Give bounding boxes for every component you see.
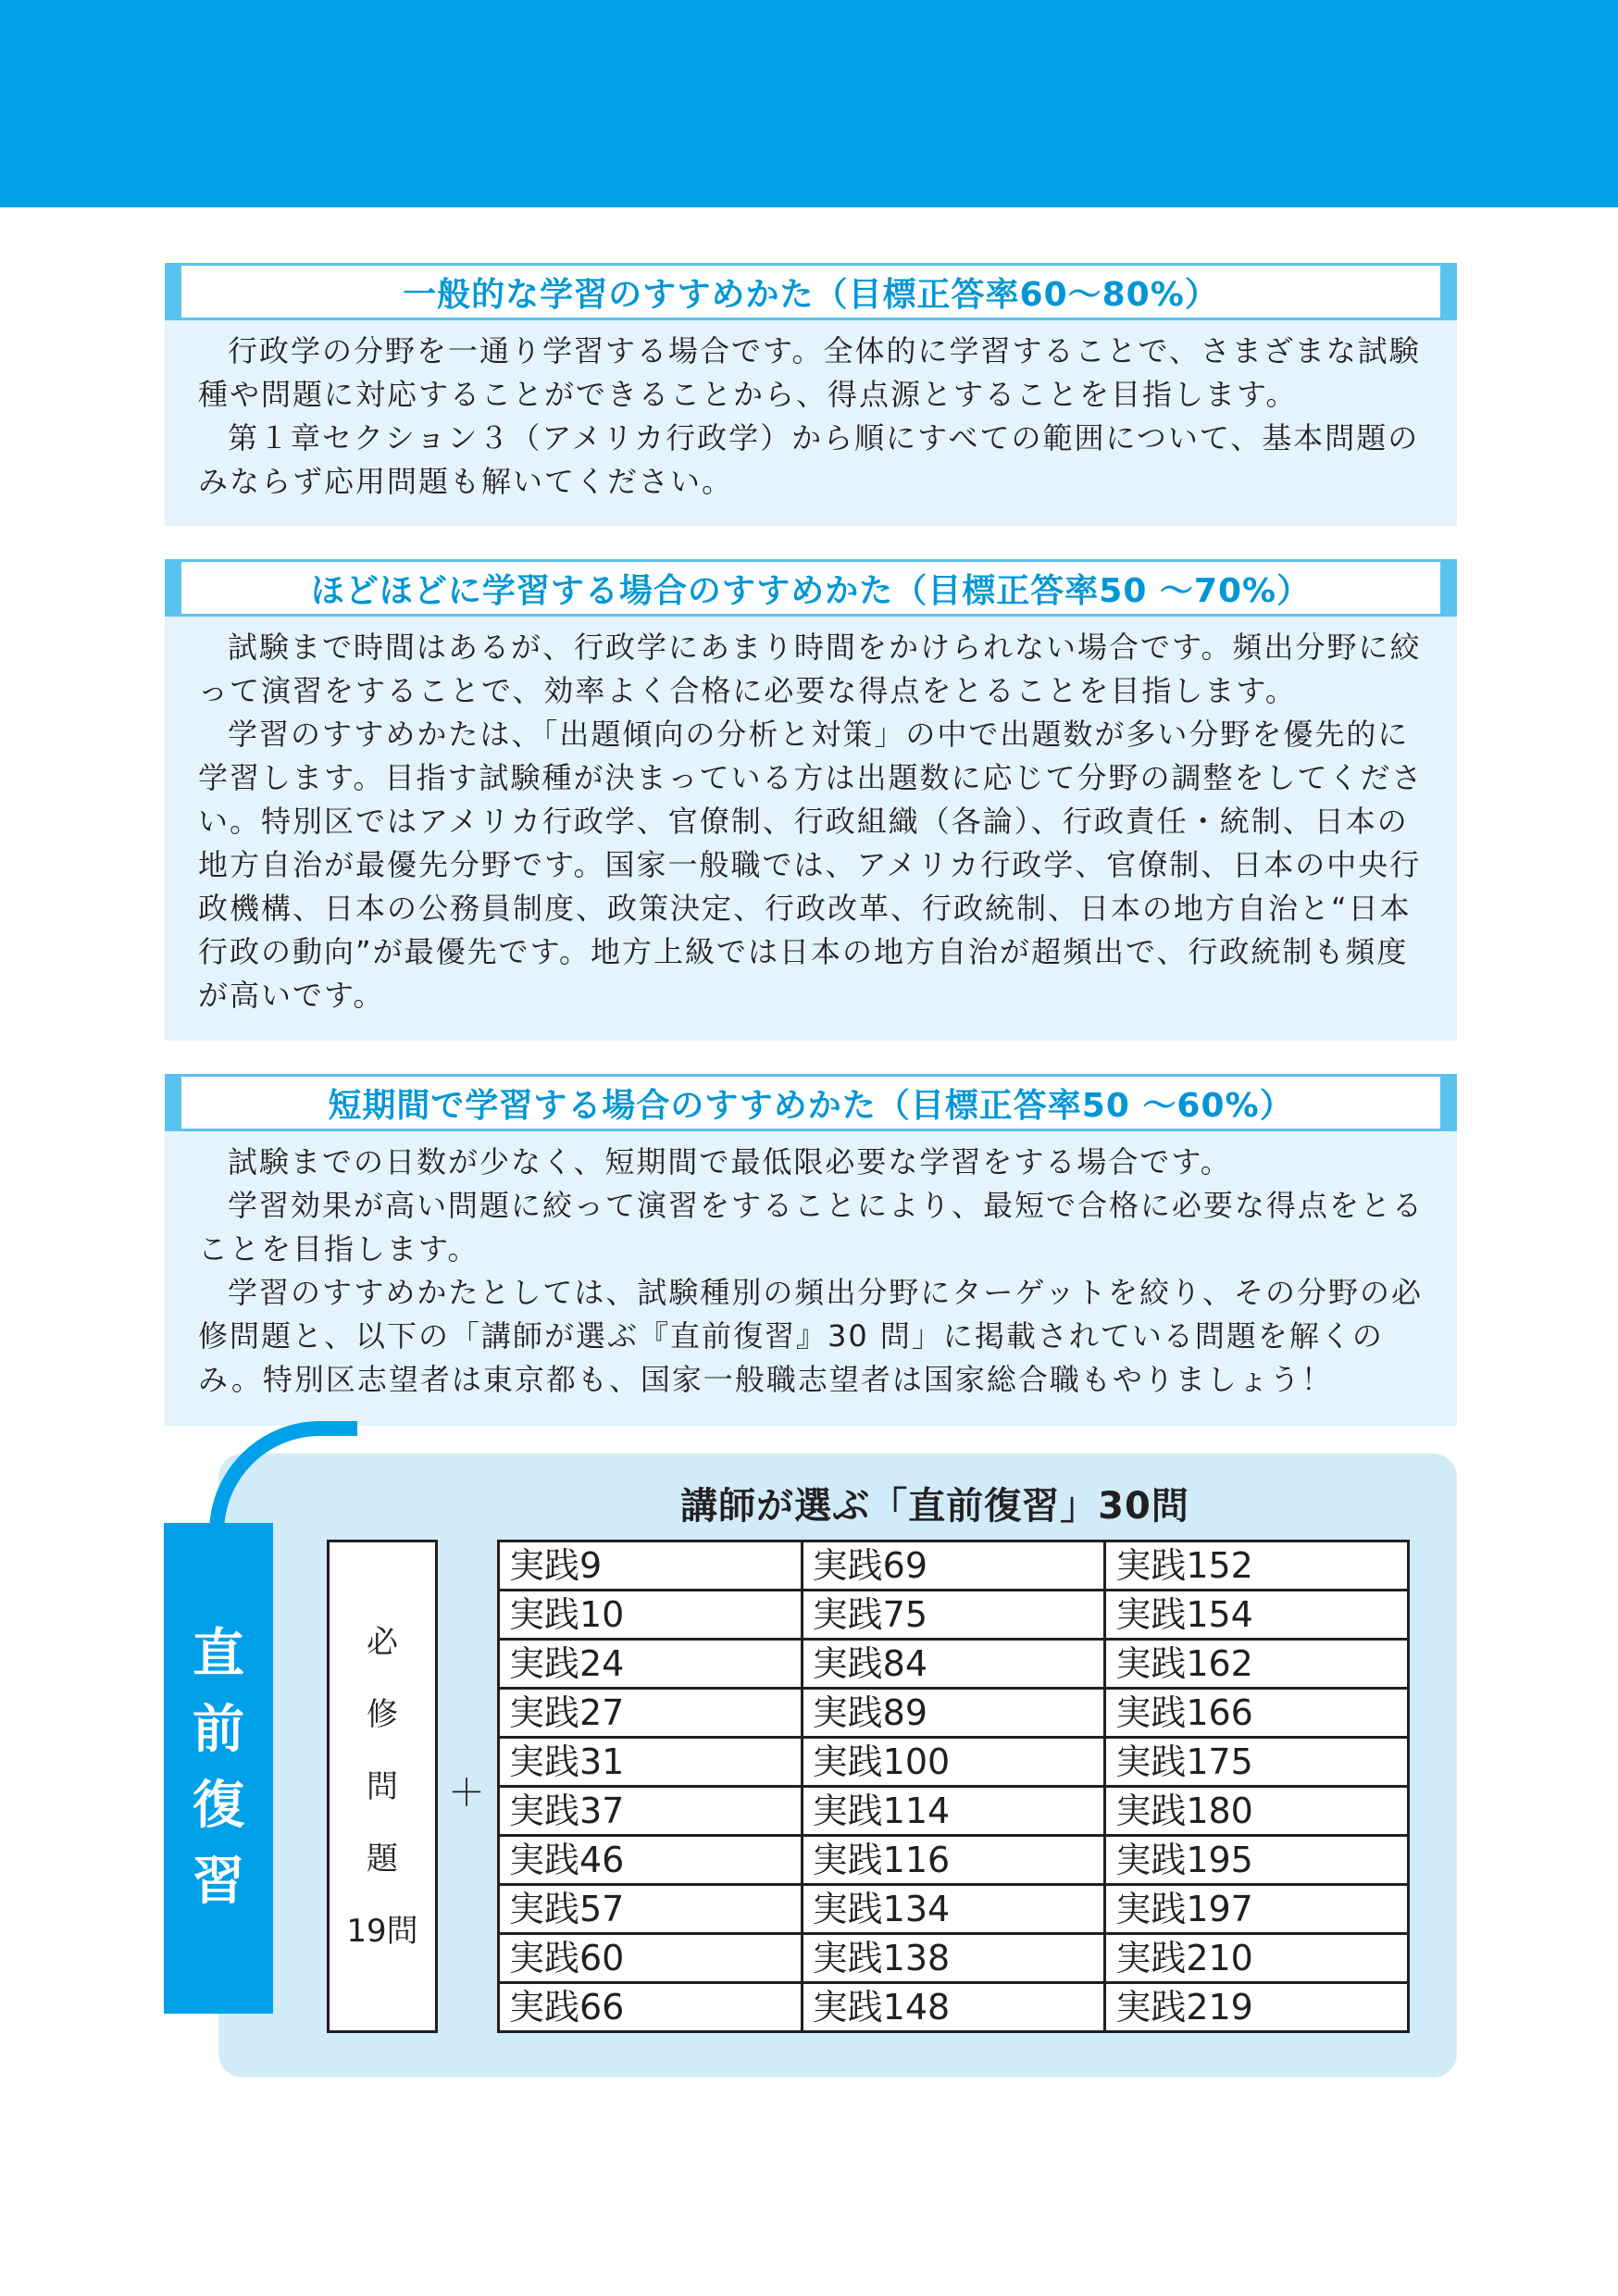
table-cell: 実践9 bbox=[499, 1541, 803, 1591]
paragraph: 学習効果が高い問題に絞って演習をすることにより、最短で合格に必要な得点をとることを目指します。 bbox=[198, 1188, 1425, 1267]
tab-char: 復 bbox=[193, 1776, 244, 1836]
review-tab-label bbox=[164, 1523, 273, 2014]
table-cell: 実践219 bbox=[1105, 1983, 1409, 2032]
paragraph: 試験までの日数が少なく、短期間で最低限必要な学習をする場合です。 bbox=[228, 1144, 1232, 1179]
table-cell: 実践69 bbox=[802, 1541, 1105, 1591]
table-cell: 実践154 bbox=[1105, 1591, 1409, 1640]
table-cell: 実践175 bbox=[1105, 1738, 1409, 1787]
required-count: 19問 bbox=[346, 1912, 418, 1950]
section-body-short bbox=[165, 1131, 1457, 1426]
paragraph: 試験まで時間はあるが、行政学にあまり時間をかけられない場合です。頻出分野に絞って演習をすることで、効率よく合格に必要な得点をとることを目指します。 bbox=[198, 630, 1422, 708]
table-cell: 実践89 bbox=[802, 1689, 1105, 1738]
section-heading-general: 一般的な学習のすすめかた（目標正答率60～80%） bbox=[165, 263, 1457, 320]
table-row bbox=[499, 1689, 1409, 1738]
table-cell: 実践166 bbox=[1105, 1689, 1409, 1738]
required-char: 必 bbox=[367, 1623, 398, 1661]
paragraph: 第１章セクション３（アメリカ行政学）から順にすべての範囲について、基本問題のみならず応用問題も解いてください。 bbox=[198, 420, 1420, 499]
table-cell: 実践24 bbox=[499, 1640, 803, 1689]
table-cell: 実践27 bbox=[499, 1689, 803, 1738]
table-cell: 実践116 bbox=[802, 1836, 1105, 1885]
table-row bbox=[499, 1836, 1409, 1885]
table-row bbox=[499, 1591, 1409, 1640]
table-cell: 実践57 bbox=[499, 1885, 803, 1934]
table-cell: 実践197 bbox=[1105, 1885, 1409, 1934]
tab-char: 直 bbox=[193, 1624, 244, 1684]
section-heading-moderate: ほどほどに学習する場合のすすめかた（目標正答率50 ～70%） bbox=[165, 559, 1457, 617]
table-cell: 実践210 bbox=[1105, 1934, 1409, 1983]
paragraph: 学習のすすめかたとしては、試験種別の頻出分野にターゲットを絞り、その分野の必修問題と、以下の「講師が選ぶ『直前復習』30 問」に掲載されている問題を解くのみ。特別区志望者は東京都も、国家一般職志望者は国家総合職もやりましょう！ bbox=[198, 1275, 1424, 1397]
table-cell: 実践10 bbox=[499, 1591, 803, 1640]
table-cell: 実践152 bbox=[1105, 1541, 1409, 1591]
tab-char: 前 bbox=[193, 1700, 244, 1760]
practice-problems-table bbox=[497, 1540, 1410, 2033]
section-body-general bbox=[165, 320, 1457, 526]
table-row bbox=[499, 1787, 1409, 1836]
table-cell: 実践100 bbox=[802, 1738, 1105, 1787]
section-heading-short: 短期間で学習する場合のすすめかた（目標正答率50 ～60%） bbox=[165, 1074, 1457, 1131]
required-problems-box bbox=[327, 1540, 438, 2033]
plus-sign: ＋ bbox=[448, 1772, 485, 1815]
table-cell: 実践66 bbox=[499, 1983, 803, 2032]
table-cell: 実践46 bbox=[499, 1836, 803, 1885]
table-cell: 実践138 bbox=[802, 1934, 1105, 1983]
table-cell: 実践60 bbox=[499, 1934, 803, 1983]
required-char: 問 bbox=[367, 1767, 398, 1805]
table-cell: 実践180 bbox=[1105, 1787, 1409, 1836]
table-cell: 実践75 bbox=[802, 1591, 1105, 1640]
paragraph: 学習のすすめかたは、「出題傾向の分析と対策」の中で出題数が多い分野を優先的に学習します。目指す試験種が決まっている方は出題数に応じて分野の調整をしてください。特別区ではアメリカ行政学、官僚制、行政組織（各論）、行政責任・統制、日本の地方自治が最優先分野です。国家一般職では、アメリカ行政学、官僚制、日本の中央行政機構、日本の公務員制度、政策決定、行政改革、行政統制、日本の地方自治と“日本行政の動向”が最優先です。地方上級では日本の地方自治が超頻出で、行政統制も頻度が高いです。 bbox=[198, 717, 1424, 1013]
header-band bbox=[0, 0, 1618, 207]
table-cell: 実践84 bbox=[802, 1640, 1105, 1689]
table-row bbox=[499, 1885, 1409, 1934]
table-row bbox=[499, 1738, 1409, 1787]
section-body-moderate bbox=[165, 617, 1457, 1041]
table-row bbox=[499, 1640, 1409, 1689]
table-cell: 実践162 bbox=[1105, 1640, 1409, 1689]
table-cell: 実践37 bbox=[499, 1787, 803, 1836]
review-title: 講師が選ぶ「直前復習」30問 bbox=[680, 1485, 1189, 1528]
table-cell: 実践114 bbox=[802, 1787, 1105, 1836]
table-cell: 実践134 bbox=[802, 1885, 1105, 1934]
required-char: 修 bbox=[367, 1695, 398, 1733]
table-cell: 実践195 bbox=[1105, 1836, 1409, 1885]
table-row bbox=[499, 1934, 1409, 1983]
table-row bbox=[499, 1983, 1409, 2032]
table-cell: 実践31 bbox=[499, 1738, 803, 1787]
table-row bbox=[499, 1541, 1409, 1591]
paragraph: 行政学の分野を一通り学習する場合です。全体的に学習することで、さまざまな試験種や問題に対応することができることから、得点源とすることを目指します。 bbox=[198, 333, 1421, 412]
table-cell: 実践148 bbox=[802, 1983, 1105, 2032]
tab-char: 習 bbox=[193, 1852, 244, 1912]
required-char: 題 bbox=[367, 1840, 398, 1878]
